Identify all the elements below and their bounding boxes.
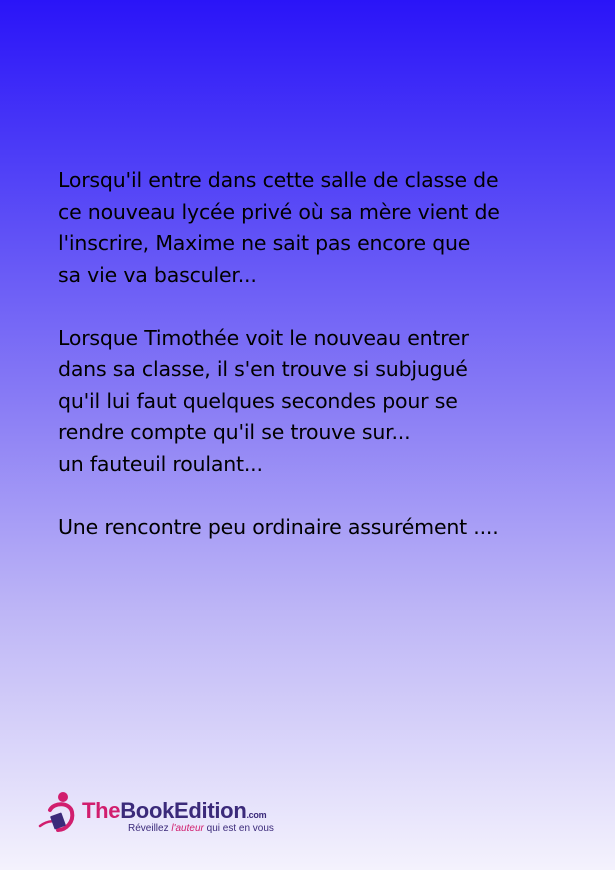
- blurb-line: Une rencontre peu ordinaire assurément ....: [58, 514, 499, 539]
- blurb-line: dans sa classe, il s'en trouve si subjugué: [58, 357, 468, 381]
- blurb-paragraph-1: [58, 165, 578, 291]
- logo-tagline: Réveillez l'auteur qui est en vous: [128, 823, 274, 834]
- blurb-line: un fauteuil roulant...: [58, 451, 263, 476]
- blurb-paragraph-2: [58, 323, 578, 481]
- blurb-line: Lorsqu'il entre dans cette salle de classe de: [58, 168, 499, 192]
- logo-wordmark: TheBookEdition.com: [82, 798, 267, 823]
- thebookedition-logo: [36, 790, 326, 840]
- author-figure-icon: [36, 790, 80, 838]
- back-cover-blurb: [58, 165, 578, 575]
- blurb-line: l'inscrire, Maxime ne sait pas encore que: [58, 231, 471, 255]
- blurb-line: ce nouveau lycée privé où sa mère vient de: [58, 199, 500, 224]
- blurb-line: Lorsque Timothée voit le nouveau entrer: [58, 325, 469, 350]
- blurb-line: qu'il lui faut quelques secondes pour se: [58, 388, 458, 413]
- blurb-line: rendre compte qu'il se trouve sur...: [58, 420, 411, 444]
- blurb-line: sa vie va basculer...: [58, 262, 257, 287]
- blurb-paragraph-3: [58, 512, 578, 544]
